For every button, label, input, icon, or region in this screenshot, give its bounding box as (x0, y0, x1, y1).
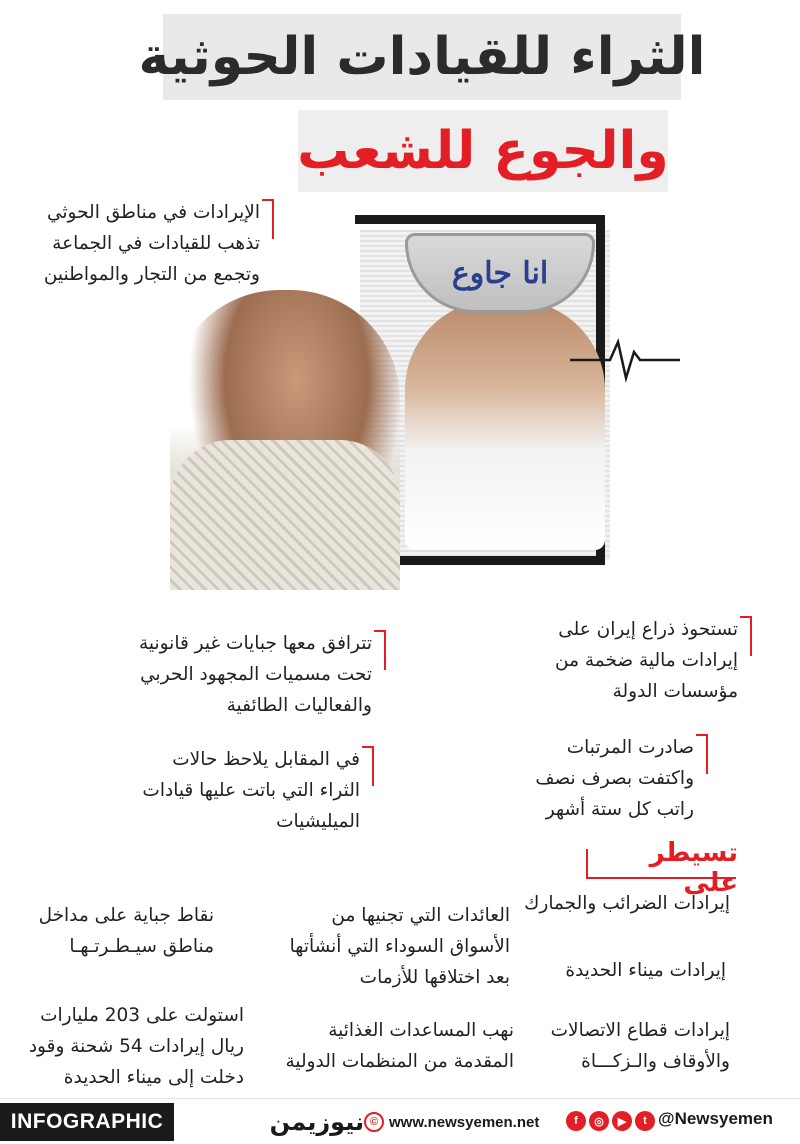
control-heading: تسيطر على (649, 838, 738, 898)
taxes-item: إيرادات الضرائب والجمارك (524, 893, 730, 914)
illegal-levies-block: تترافق معها جبايات غير قانونية تحت مسميات المجهود الحربي والفعاليات الطائفية (139, 628, 372, 721)
telecom-item: إيرادات قطاع الاتصالات والأوقاف والـزكـــاة (550, 1020, 730, 1072)
red-corner-mark (362, 746, 374, 786)
red-corner-mark (740, 616, 752, 656)
website-link[interactable] (364, 1109, 539, 1135)
youtube-icon[interactable]: ▶ (612, 1111, 632, 1131)
wealth-block: في المقابل يلاحظ حالات الثراء التي باتت عليها قيادات الميليشيات (142, 744, 360, 837)
main-subtitle (298, 110, 668, 192)
black-market-item: العائدات التي تجنيها من الأسواق السوداء التي أنشأتها بعد اختلاقها للأزمات (289, 905, 510, 988)
heartbeat-line-icon (570, 330, 680, 390)
port-item: إيرادات ميناء الحديدة (565, 960, 726, 981)
social-icons (566, 1111, 655, 1131)
footer-bar (0, 1098, 800, 1144)
social-handle[interactable]: @Newsyemen (658, 1109, 773, 1128)
bowl-text: انا جاوع (451, 255, 549, 291)
brand-logo: نيوزيمن (269, 1108, 364, 1136)
title-line-1: الثراء للقيادات الحوثية (138, 27, 706, 87)
instagram-icon[interactable]: ◎ (589, 1111, 609, 1131)
aid-item: نهب المساعدات الغذائية المقدمة من المنظمات الدولية (285, 1020, 514, 1072)
infographic-label: INFOGRAPHIC (0, 1103, 174, 1141)
red-corner-mark (262, 199, 274, 239)
title-line-2: والجوع للشعب (297, 121, 669, 181)
checkpoints-item: نقاط جباية على مداخل مناطق سيـطـرتـهـا (38, 905, 214, 957)
copyright-icon: © (364, 1112, 384, 1132)
facebook-icon[interactable]: f (566, 1111, 586, 1131)
seized-fuel-item: استولت على 203 مليارات ريال إيرادات 54 شحنة وقود دخلت إلى ميناء الحديدة (28, 1005, 244, 1088)
iran-arm-block: تستحوذ ذراع إيران على إيرادات مالية ضخمة من مؤسسات الدولة (555, 614, 738, 707)
leader-portrait (170, 290, 400, 590)
main-title (138, 14, 706, 100)
twitter-icon[interactable]: t (635, 1111, 655, 1131)
website-text: www.newsyemen.net (389, 1113, 540, 1131)
revenues-block: الإيرادات في مناطق الحوثي تذهب للقيادات في الجماعة وتجمع من التجار والمواطنين (44, 197, 260, 290)
salaries-block: صادرت المرتبات واكتفت بصرف نصف راتب كل ستة أشهر (535, 732, 694, 825)
red-corner-mark (374, 630, 386, 670)
red-corner-mark (696, 734, 708, 774)
